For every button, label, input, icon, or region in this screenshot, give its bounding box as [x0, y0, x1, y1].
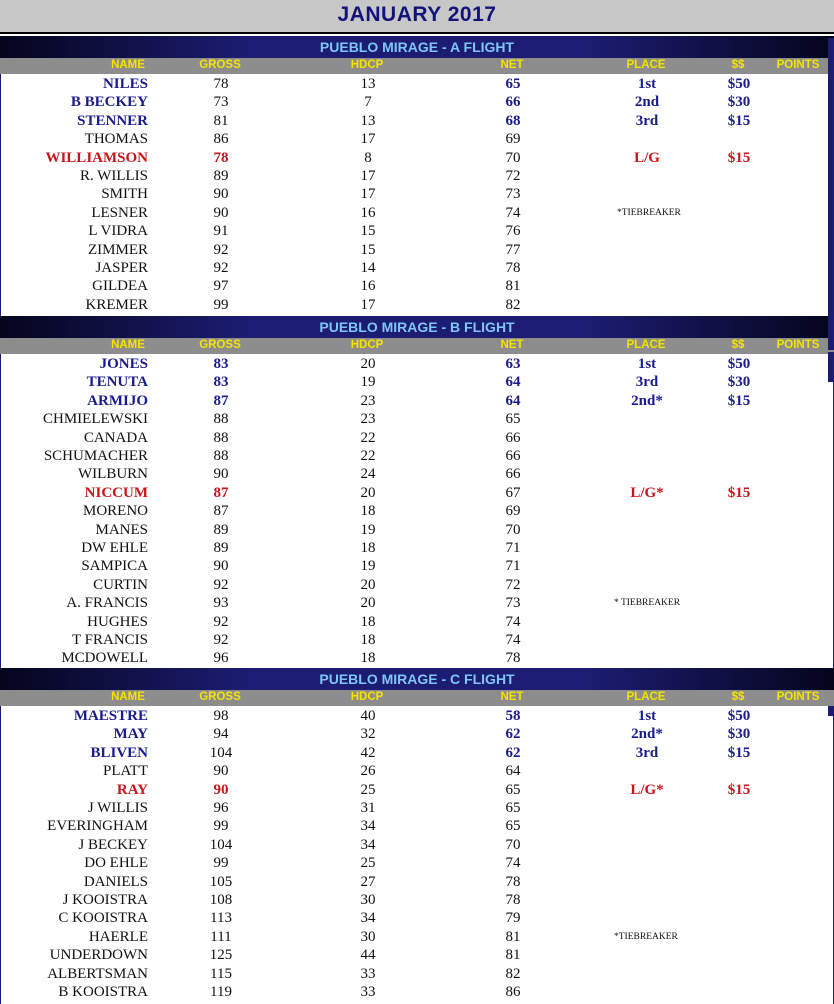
- column-header-points: POINTS: [776, 691, 820, 703]
- player-name: CANADA: [83, 429, 148, 446]
- player-name: PLATT: [103, 763, 148, 780]
- column-header-gross: GROSS: [199, 339, 241, 351]
- gross-score: 92: [213, 613, 229, 630]
- column-header-name: NAME: [111, 59, 145, 71]
- player-name: ALBERTSMAN: [47, 965, 148, 982]
- column-header-name: NAME: [111, 339, 145, 351]
- player-name: JONES: [99, 356, 148, 372]
- gross-score: 97: [213, 278, 229, 295]
- table-row: [1, 799, 834, 817]
- title-bar: [0, 0, 834, 34]
- net-score: 78: [505, 650, 521, 667]
- player-name: ZIMMER: [88, 241, 148, 258]
- flight-header: [0, 316, 834, 338]
- table-row: [1, 631, 834, 649]
- net-score: 78: [505, 892, 521, 908]
- player-name: L VIDRA: [88, 223, 148, 240]
- table-row: [1, 355, 834, 373]
- table-row: [1, 112, 834, 130]
- player-name: KREMER: [85, 296, 148, 313]
- player-name: MAESTRE: [73, 708, 148, 724]
- player-name: CURTIN: [93, 576, 148, 593]
- player-name: STENNER: [77, 112, 148, 129]
- net-score: 74: [505, 632, 521, 648]
- flight-results: [0, 706, 834, 1004]
- player-name: DANIELS: [83, 873, 148, 890]
- place: 2nd*: [631, 726, 663, 743]
- handicap: 19: [360, 374, 376, 391]
- table-row: [1, 983, 834, 1001]
- gross-score: 125: [209, 947, 233, 964]
- net-score: 66: [505, 429, 521, 446]
- net-score: 81: [505, 928, 521, 945]
- handicap: 19: [360, 558, 376, 575]
- player-name: TENUTA: [86, 374, 148, 391]
- table-row: [1, 781, 834, 799]
- player-name: J BECKEY: [78, 836, 148, 853]
- player-name: ARMIJO: [87, 392, 148, 409]
- player-name: SMITH: [101, 186, 148, 203]
- net-score: 74: [505, 855, 521, 872]
- column-header-net: NET: [500, 339, 524, 351]
- player-name: NILES: [102, 76, 148, 92]
- gross-score: 88: [213, 411, 229, 428]
- gross-score: 90: [213, 204, 229, 221]
- table-row: [1, 557, 834, 575]
- handicap: 20: [360, 576, 376, 593]
- table-row: [1, 149, 834, 167]
- gross-score: 99: [213, 855, 229, 872]
- player-name: HUGHES: [87, 613, 148, 630]
- handicap: 18: [360, 503, 376, 520]
- payout: $30: [727, 726, 751, 743]
- column-header-row: [0, 338, 834, 354]
- table-row: [1, 576, 834, 594]
- net-score: 70: [505, 836, 521, 853]
- handicap: 33: [360, 965, 376, 982]
- gross-score: 98: [213, 708, 229, 724]
- place: 3rd: [635, 744, 659, 761]
- net-score: 70: [505, 149, 521, 166]
- flight-header: [0, 668, 834, 690]
- payout: $15: [727, 149, 751, 166]
- handicap: 18: [360, 540, 376, 556]
- table-row: [1, 836, 834, 854]
- table-row: [1, 185, 834, 203]
- net-score: 71: [505, 540, 521, 556]
- gross-score: 90: [213, 781, 229, 798]
- net-score: 81: [505, 278, 521, 295]
- player-name: B KOOISTRA: [58, 984, 148, 1000]
- handicap: 25: [360, 855, 376, 872]
- edge-strip: [828, 38, 834, 350]
- handicap: 15: [360, 241, 376, 258]
- tiebreaker-note: *TIEBREAKER: [614, 931, 678, 942]
- table-row: [1, 946, 834, 964]
- column-header-money: $$: [731, 691, 745, 703]
- player-name: LESNER: [91, 204, 148, 221]
- place: 1st: [637, 356, 657, 372]
- table-row: [1, 762, 834, 780]
- handicap: 26: [360, 763, 376, 780]
- handicap: 31: [360, 800, 376, 816]
- player-name: RAY: [116, 781, 148, 798]
- payout: $50: [727, 76, 751, 92]
- flight-section: [0, 316, 834, 671]
- handicap: 23: [360, 392, 376, 409]
- player-name: MANES: [95, 521, 148, 538]
- handicap: 18: [360, 632, 376, 648]
- net-score: 78: [505, 873, 521, 890]
- handicap: 44: [360, 947, 376, 964]
- tiebreaker-note: *TIEBREAKER: [617, 207, 681, 218]
- gross-score: 87: [213, 484, 229, 501]
- net-score: 63: [505, 356, 521, 372]
- place: 3rd: [635, 374, 659, 391]
- payout: $15: [727, 112, 751, 129]
- table-row: [1, 447, 834, 465]
- flight-title: PUEBLO MIRAGE - C FLIGHT: [319, 671, 515, 687]
- table-row: [1, 909, 834, 927]
- gross-score: 89: [213, 540, 229, 556]
- column-header-net: NET: [500, 59, 524, 71]
- handicap: 33: [360, 984, 376, 1000]
- player-name: EVERINGHAM: [47, 818, 148, 835]
- table-row: [1, 594, 834, 612]
- player-name: GILDEA: [92, 278, 148, 295]
- gross-score: 104: [209, 836, 233, 853]
- gross-score: 93: [213, 595, 229, 612]
- net-score: 69: [505, 503, 521, 520]
- player-name: R. WILLIS: [79, 168, 148, 184]
- net-score: 67: [505, 484, 521, 501]
- flight-section: [0, 36, 834, 317]
- net-score: 65: [505, 781, 521, 798]
- handicap: 30: [360, 892, 376, 908]
- column-header-points: POINTS: [776, 339, 820, 351]
- edge-strip: [828, 706, 834, 716]
- net-score: 82: [505, 296, 521, 313]
- player-name: C KOOISTRA: [58, 910, 148, 927]
- handicap: 17: [360, 131, 376, 148]
- gross-score: 88: [213, 429, 229, 446]
- flight-section: [0, 668, 834, 1004]
- gross-score: 78: [213, 149, 229, 166]
- payout: $30: [727, 374, 751, 391]
- table-row: [1, 854, 834, 872]
- player-name: UNDERDOWN: [49, 947, 148, 964]
- flight-title: PUEBLO MIRAGE - A FLIGHT: [319, 39, 515, 55]
- gross-score: 89: [213, 521, 229, 538]
- handicap: 27: [360, 873, 376, 890]
- column-header-hdcp: HDCP: [350, 59, 384, 71]
- net-score: 68: [505, 112, 521, 129]
- column-header-gross: GROSS: [199, 59, 241, 71]
- player-name: J KOOISTRA: [62, 892, 148, 908]
- table-row: [1, 539, 834, 557]
- handicap: 17: [360, 296, 376, 313]
- player-name: DO EHLE: [84, 855, 148, 872]
- net-score: 76: [505, 223, 521, 240]
- table-row: [1, 373, 834, 391]
- player-name: NICCUM: [84, 484, 148, 501]
- net-score: 78: [505, 260, 521, 276]
- table-row: [1, 75, 834, 93]
- place: 3rd: [635, 112, 659, 129]
- player-name: WILLIAMSON: [45, 149, 148, 166]
- table-row: [1, 484, 834, 502]
- player-name: WILBURN: [78, 466, 148, 483]
- net-score: 69: [505, 131, 521, 148]
- net-score: 77: [505, 241, 521, 258]
- player-name: BLIVEN: [90, 744, 148, 761]
- handicap: 34: [360, 910, 376, 927]
- place: 2nd*: [631, 392, 663, 409]
- gross-score: 92: [213, 241, 229, 258]
- page-title: JANUARY 2017: [337, 3, 497, 26]
- player-name: MCDOWELL: [61, 650, 148, 667]
- place: 1st: [637, 76, 657, 92]
- handicap: 32: [360, 726, 376, 743]
- gross-score: 108: [209, 892, 233, 908]
- net-score: 72: [505, 168, 521, 184]
- table-row: [1, 429, 834, 447]
- flight-results: [0, 354, 834, 671]
- gross-score: 83: [213, 374, 229, 391]
- table-row: [1, 965, 834, 983]
- gross-score: 90: [213, 763, 229, 780]
- column-header-net: NET: [500, 691, 524, 703]
- handicap: 40: [360, 708, 376, 724]
- net-score: 62: [505, 726, 521, 743]
- net-score: 73: [505, 595, 521, 612]
- gross-score: 113: [210, 910, 232, 927]
- net-score: 64: [505, 392, 521, 409]
- handicap: 30: [360, 928, 376, 945]
- payout: $15: [727, 744, 751, 761]
- player-name: CHMIELEWSKI: [43, 411, 148, 428]
- payout: $15: [727, 392, 751, 409]
- gross-score: 90: [213, 466, 229, 483]
- table-row: [1, 241, 834, 259]
- handicap: 14: [360, 260, 376, 276]
- place: 1st: [637, 708, 657, 724]
- player-name: J WILLIS: [87, 800, 148, 816]
- player-name: JASPER: [95, 260, 148, 276]
- table-row: [1, 928, 834, 946]
- column-header-money: $$: [731, 339, 745, 351]
- net-score: 70: [505, 521, 521, 538]
- handicap: 23: [360, 411, 376, 428]
- table-row: [1, 649, 834, 667]
- column-header-place: PLACE: [626, 59, 666, 71]
- net-score: 65: [505, 411, 521, 428]
- gross-score: 115: [210, 965, 232, 982]
- handicap: 22: [360, 429, 376, 446]
- gross-score: 111: [210, 928, 232, 945]
- handicap: 20: [360, 484, 376, 501]
- net-score: 73: [505, 186, 521, 203]
- tiebreaker-note: * TIEBREAKER: [614, 598, 681, 609]
- player-name: HAERLE: [88, 928, 148, 945]
- handicap: 25: [360, 781, 376, 798]
- net-score: 86: [505, 984, 521, 1000]
- player-name: B BECKEY: [70, 94, 148, 111]
- place: L/G*: [630, 781, 664, 798]
- net-score: 82: [505, 965, 521, 982]
- flight-title: PUEBLO MIRAGE - B FLIGHT: [319, 319, 515, 335]
- gross-score: 99: [213, 296, 229, 313]
- handicap: 17: [360, 168, 376, 184]
- column-header-gross: GROSS: [199, 691, 241, 703]
- edge-strip: [828, 352, 834, 382]
- table-row: [1, 725, 834, 743]
- player-name: A. FRANCIS: [66, 595, 148, 612]
- handicap: 20: [360, 595, 376, 612]
- column-header-row: [0, 690, 834, 706]
- payout: $15: [727, 484, 751, 501]
- handicap: 34: [360, 818, 376, 835]
- gross-score: 105: [209, 873, 233, 890]
- player-name: MORENO: [82, 503, 148, 520]
- net-score: 81: [505, 947, 521, 964]
- gross-score: 90: [213, 186, 229, 203]
- net-score: 58: [505, 708, 521, 724]
- table-row: [1, 259, 834, 277]
- column-header-name: NAME: [111, 691, 145, 703]
- place: L/G*: [630, 484, 664, 501]
- table-row: [1, 502, 834, 520]
- table-row: [1, 891, 834, 909]
- table-row: [1, 744, 834, 762]
- table-row: [1, 521, 834, 539]
- player-name: SAMPICA: [81, 558, 148, 575]
- column-header-place: PLACE: [626, 691, 666, 703]
- net-score: 65: [505, 76, 521, 92]
- net-score: 79: [505, 910, 521, 927]
- table-row: [1, 873, 834, 891]
- table-row: [1, 93, 834, 111]
- net-score: 66: [505, 94, 521, 111]
- table-row: [1, 392, 834, 410]
- flight-header: [0, 36, 834, 58]
- handicap: 8: [364, 149, 372, 166]
- handicap: 16: [360, 278, 376, 295]
- handicap: 24: [360, 466, 376, 483]
- place: L/G: [634, 149, 660, 166]
- handicap: 7: [364, 94, 372, 111]
- player-name: THOMAS: [84, 131, 148, 148]
- gross-score: 86: [213, 131, 229, 148]
- handicap: 18: [360, 613, 376, 630]
- flight-results: [0, 74, 834, 317]
- player-name: SCHUMACHER: [43, 448, 148, 464]
- table-row: [1, 130, 834, 148]
- net-score: 72: [505, 576, 521, 593]
- gross-score: 83: [213, 356, 229, 372]
- gross-score: 96: [213, 800, 229, 816]
- gross-score: 104: [209, 744, 233, 761]
- table-row: [1, 167, 834, 185]
- payout: $50: [727, 708, 751, 724]
- gross-score: 91: [213, 223, 229, 240]
- gross-score: 87: [213, 503, 229, 520]
- gross-score: 94: [213, 726, 229, 743]
- net-score: 62: [505, 744, 521, 761]
- gross-score: 78: [213, 76, 229, 92]
- gross-score: 81: [213, 112, 229, 129]
- column-header-points: POINTS: [776, 59, 820, 71]
- table-row: [1, 613, 834, 631]
- column-header-hdcp: HDCP: [350, 691, 384, 703]
- table-row: [1, 296, 834, 314]
- gross-score: 92: [213, 576, 229, 593]
- gross-score: 99: [213, 818, 229, 835]
- gross-score: 89: [213, 168, 229, 184]
- player-name: T FRANCIS: [72, 632, 148, 648]
- table-row: [1, 204, 834, 222]
- gross-score: 90: [213, 558, 229, 575]
- handicap: 13: [360, 76, 376, 92]
- handicap: 15: [360, 223, 376, 240]
- payout: $50: [727, 356, 751, 372]
- handicap: 20: [360, 356, 376, 372]
- column-header-hdcp: HDCP: [350, 339, 384, 351]
- net-score: 74: [505, 204, 521, 221]
- column-header-place: PLACE: [626, 339, 666, 351]
- handicap: 16: [360, 204, 376, 221]
- gross-score: 96: [213, 650, 229, 667]
- handicap: 18: [360, 650, 376, 667]
- payout: $15: [727, 781, 751, 798]
- handicap: 13: [360, 112, 376, 129]
- gross-score: 73: [213, 94, 229, 111]
- player-name: MAY: [113, 726, 148, 743]
- gross-score: 92: [213, 632, 229, 648]
- net-score: 65: [505, 800, 521, 816]
- table-row: [1, 707, 834, 725]
- column-header-money: $$: [731, 59, 745, 71]
- net-score: 64: [505, 374, 521, 391]
- handicap: 22: [360, 448, 376, 464]
- net-score: 65: [505, 818, 521, 835]
- table-row: [1, 817, 834, 835]
- place: 2nd: [634, 94, 660, 111]
- handicap: 42: [360, 744, 376, 761]
- net-score: 64: [505, 763, 521, 780]
- table-row: [1, 465, 834, 483]
- table-row: [1, 222, 834, 240]
- table-row: [1, 277, 834, 295]
- handicap: 34: [360, 836, 376, 853]
- gross-score: 87: [213, 392, 229, 409]
- net-score: 66: [505, 466, 521, 483]
- table-row: [1, 410, 834, 428]
- payout: $30: [727, 94, 751, 111]
- player-name: DW EHLE: [81, 540, 148, 556]
- column-header-row: [0, 58, 834, 74]
- net-score: 71: [505, 558, 521, 575]
- handicap: 17: [360, 186, 376, 203]
- net-score: 66: [505, 448, 521, 464]
- net-score: 74: [505, 613, 521, 630]
- gross-score: 119: [210, 984, 232, 1000]
- handicap: 19: [360, 521, 376, 538]
- gross-score: 92: [213, 260, 229, 276]
- gross-score: 88: [213, 448, 229, 464]
